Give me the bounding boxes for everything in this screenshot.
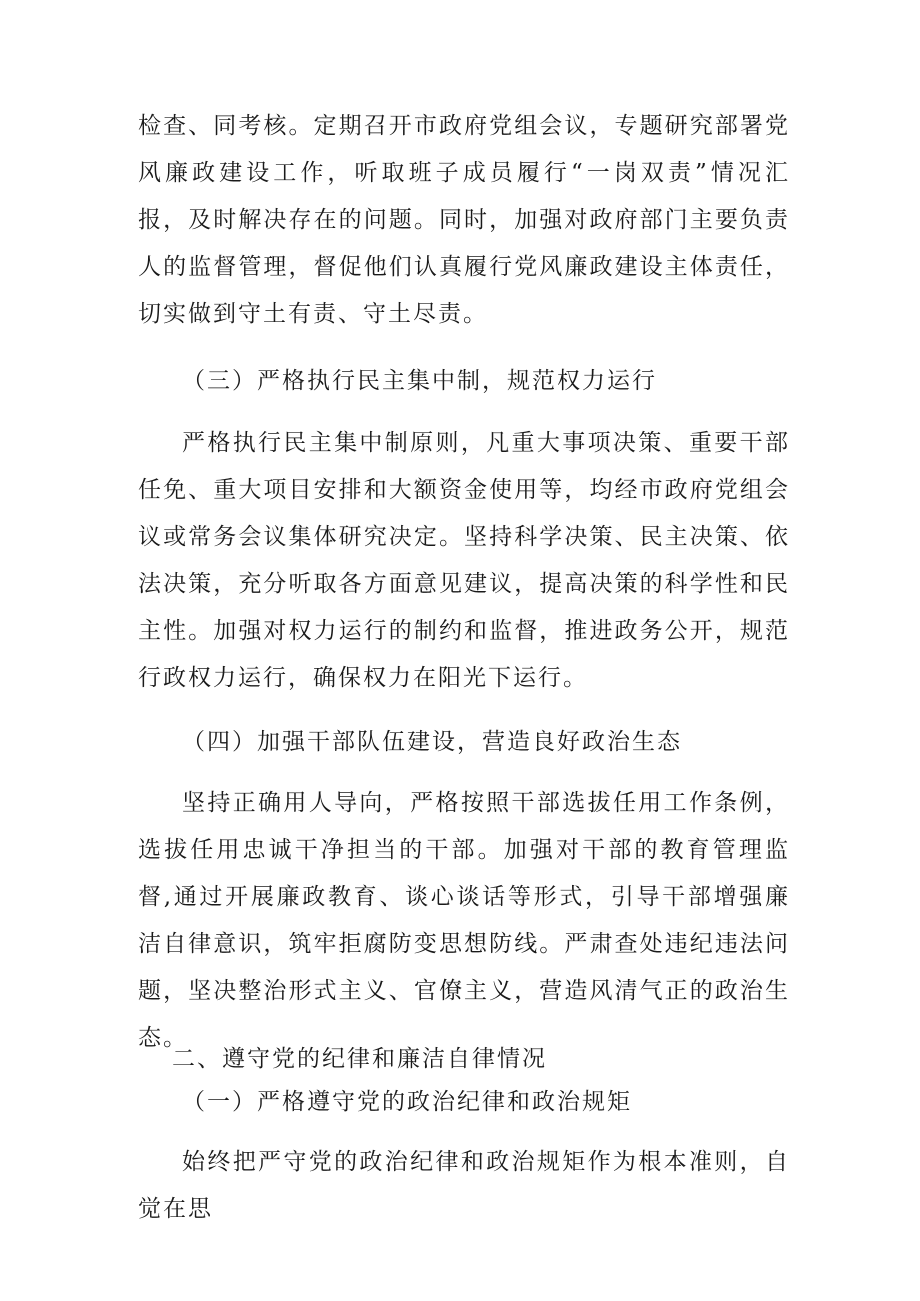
paragraph-section-4: 坚持正确用人导向，严格按照干部选拔任用工作条例，选拔任用忠诚干净担当的干部。加强对干部的教育管理监督,通过开展廉政教育、谈心谈话等形式，引导干部增强廉洁自律意识，筑牢拒腐防变思想防线。严肃查处违纪违法问题，坚决整治形式主义、官僚主义，营造风清气正的政治生态。 [138,790,790,1051]
paragraph-final: 始终把严守党的政治纪律和政治规矩作为根本准则，自觉在思 [138,1149,790,1222]
heading-section-3: （三）严格执行民主集中制，规范权力运行 [182,368,657,394]
section-2-title: 二、遵守党的纪律和廉洁自律情况 [172,1046,547,1072]
heading-subsection-1: （一）严格遵守党的政治纪律和政治规矩 [182,1089,632,1115]
paragraph-section-3: 严格执行民主集中制原则，凡重大事项决策、重要干部任免、重大项目安排和大额资金使用等，均经市政府党组会议或常务会议集体研究决定。坚持科学决策、民主决策、依法决策，充分听取各方面意见建议，提高决策的科学性和民主性。加强对权力运行的制约和监督，推进政务公开，规范行政权力运行，确保权力在阳光下运行。 [138,430,790,691]
heading-section-4: （四）加强干部队伍建设，营造良好政治生态 [182,729,682,755]
paragraph-continuation: 检查、同考核。定期召开市政府党组会议，专题研究部署党风廉政建设工作，听取班子成员履行“一岗双责”情况汇报，及时解决存在的问题。同时，加强对政府部门主要负责人的监督管理，督促他们认真履行党风廉政建设主体责任，切实做到守土有责、守土尽责。 [138,113,790,327]
